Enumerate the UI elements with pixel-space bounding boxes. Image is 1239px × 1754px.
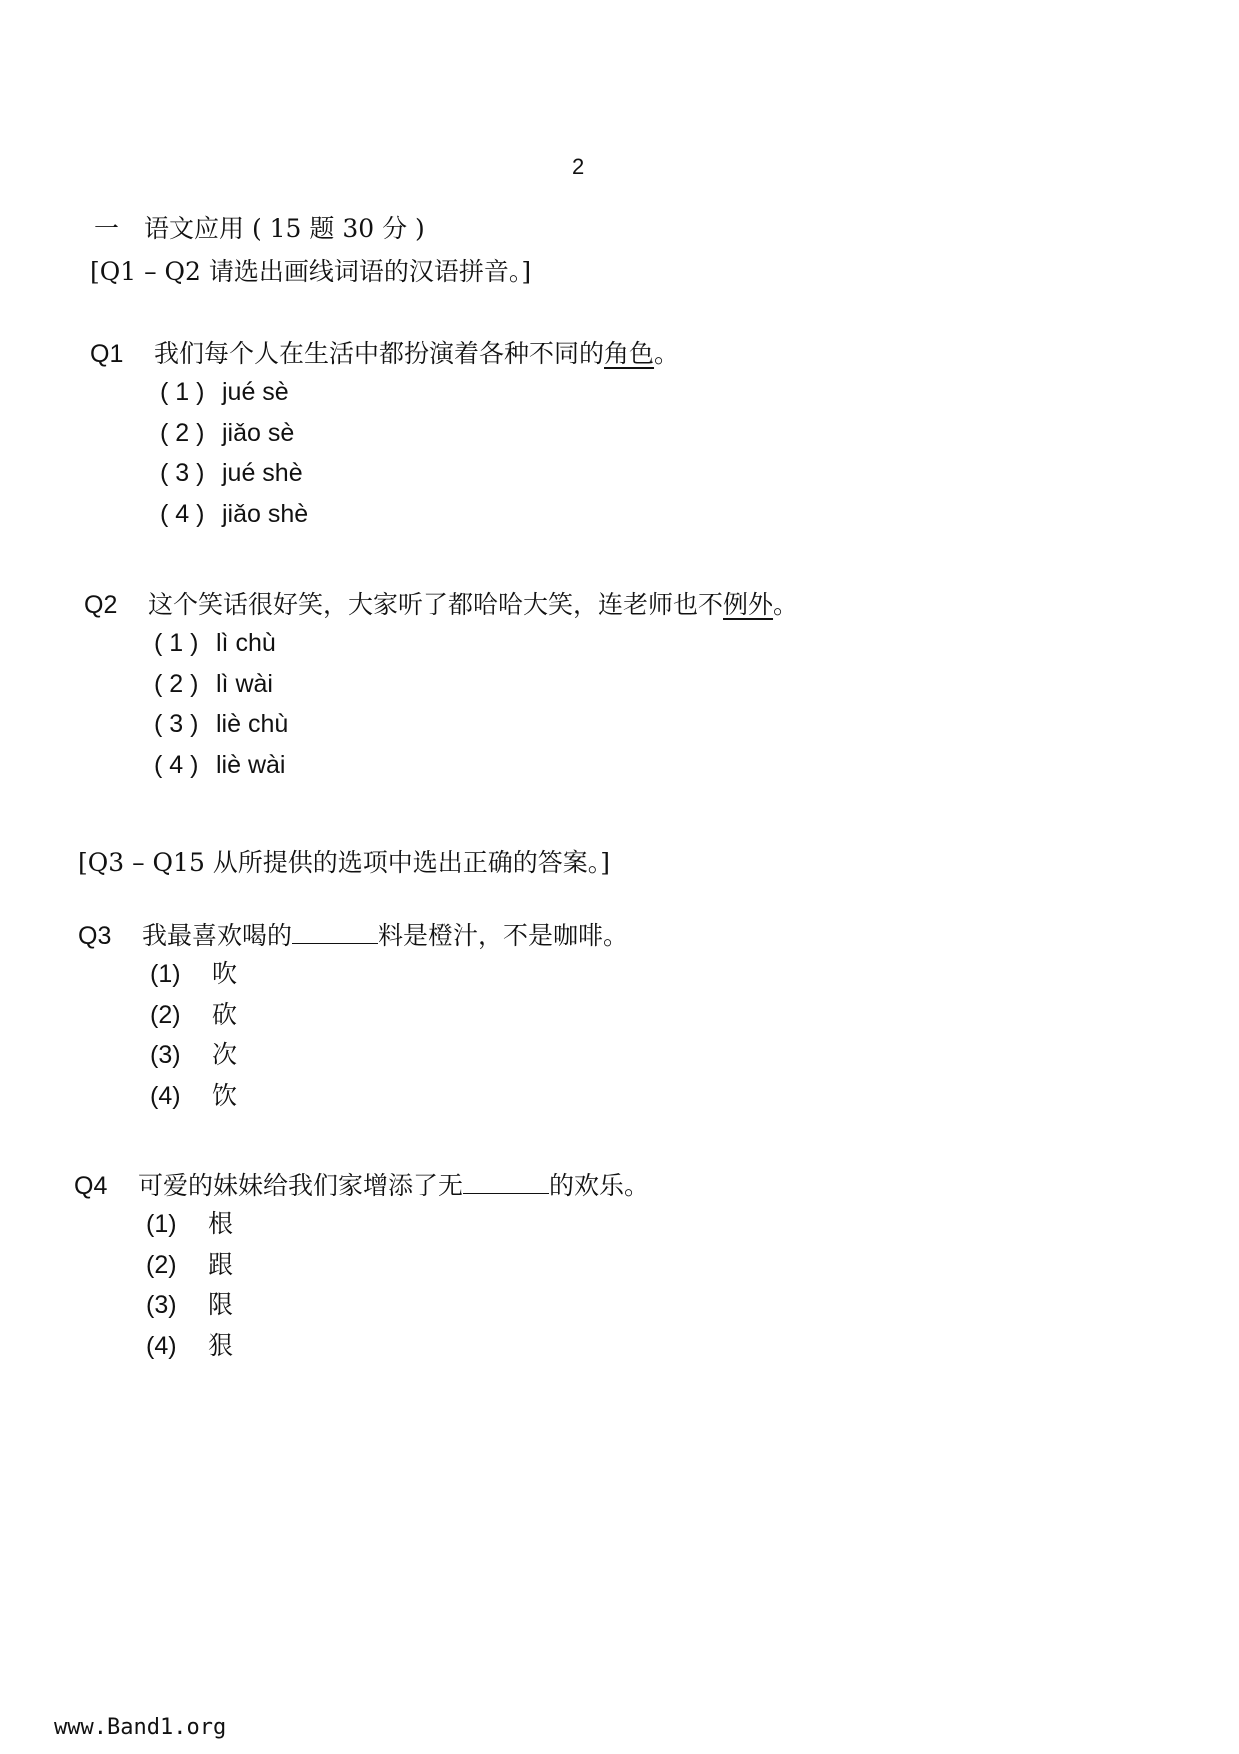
footer-url[interactable]: www.Band1.org [54,1715,227,1740]
options-list [150,954,628,1116]
option-text: jiǎo shè [222,499,309,528]
option-text: liè wài [216,750,286,779]
stem-text: 可爱的妹妹给我们家增添了无 [138,1171,464,1200]
stem-end: 。 [773,590,799,619]
stem-text: 我们每个人在生活中都扮演着各种不同的 [154,339,605,368]
option-3[interactable] [150,1035,628,1076]
underlined-word: 角色 [604,339,655,368]
page-number: 2 [572,154,585,179]
option-text: 吹 [212,959,238,988]
question-number: Q3 [78,922,112,950]
options-list [154,623,798,785]
options-list [146,1204,649,1366]
question-q1 [90,336,679,534]
option-number: (2) [146,1250,177,1279]
stem-end: 料是橙汁，不是咖啡。 [378,921,629,950]
underlined-word: 例外 [723,590,774,619]
option-4[interactable] [160,494,679,535]
instruction-q1-q2: [Q1 – Q2 请选出画线词语的汉语拼音。] [90,257,532,286]
option-number: (4) [146,1331,177,1360]
option-text: liè chù [216,710,289,738]
stem-end: 的欢乐。 [549,1171,650,1200]
option-text: 砍 [212,999,238,1029]
question-stem [84,587,798,623]
option-number: (1) [150,960,181,988]
option-2[interactable] [146,1245,649,1286]
option-4[interactable] [154,745,798,786]
question-number: Q2 [84,591,118,619]
question-number: Q1 [90,340,124,368]
stem-text: 这个笑话很好笑，大家听了都哈哈大笑，连老师也不 [148,590,724,619]
section-heading [94,209,425,245]
option-number: ( 2 ) [154,669,199,698]
option-2[interactable] [150,995,628,1036]
option-text: lì wài [216,669,273,698]
answer-blank [463,1171,549,1194]
option-number: ( 2 ) [160,418,205,447]
option-text: 狠 [208,1330,234,1360]
stem-end: 。 [654,339,680,368]
option-number: (3) [146,1291,177,1319]
question-stem [78,918,628,954]
option-number: ( 1 ) [160,378,205,406]
question-number: Q4 [74,1172,108,1200]
option-1[interactable] [154,623,798,664]
option-4[interactable] [146,1326,649,1367]
option-number: (2) [150,1000,181,1029]
option-text: 饮 [212,1080,238,1110]
option-number: (3) [150,1041,181,1069]
option-2[interactable] [154,664,798,705]
option-text: 限 [208,1290,234,1319]
option-3[interactable] [154,704,798,745]
option-number: ( 4 ) [160,499,205,528]
question-stem [90,336,679,372]
option-text: lì chù [216,629,276,657]
section-title: 语文应用 ( 15 题 30 分 ) [144,214,425,243]
section-marker: 一 [94,214,120,243]
option-text: 根 [208,1209,234,1238]
option-4[interactable] [150,1076,628,1117]
option-2[interactable] [160,413,679,454]
question-q3 [78,918,628,1116]
answer-blank [292,921,378,944]
instruction-q3-q15: [Q3 – Q15 从所提供的选项中选出正确的答案。] [78,848,611,877]
option-number: ( 4 ) [154,750,199,779]
option-number: (1) [146,1210,177,1238]
stem-text: 我最喜欢喝的 [142,921,293,950]
question-q2 [84,587,798,785]
option-3[interactable] [160,453,679,494]
option-number: (4) [150,1081,181,1110]
question-stem [74,1168,649,1204]
option-number: ( 3 ) [154,710,199,738]
option-number: ( 1 ) [154,629,199,657]
option-1[interactable] [150,954,628,995]
option-text: jué shè [222,459,303,487]
option-1[interactable] [146,1204,649,1245]
option-3[interactable] [146,1285,649,1326]
option-text: jué sè [222,378,289,406]
option-text: 跟 [208,1249,234,1279]
option-number: ( 3 ) [160,459,205,487]
options-list [160,372,679,534]
option-1[interactable] [160,372,679,413]
option-text: jiǎo sè [222,418,295,447]
option-text: 次 [212,1040,238,1069]
question-q4 [74,1168,649,1366]
